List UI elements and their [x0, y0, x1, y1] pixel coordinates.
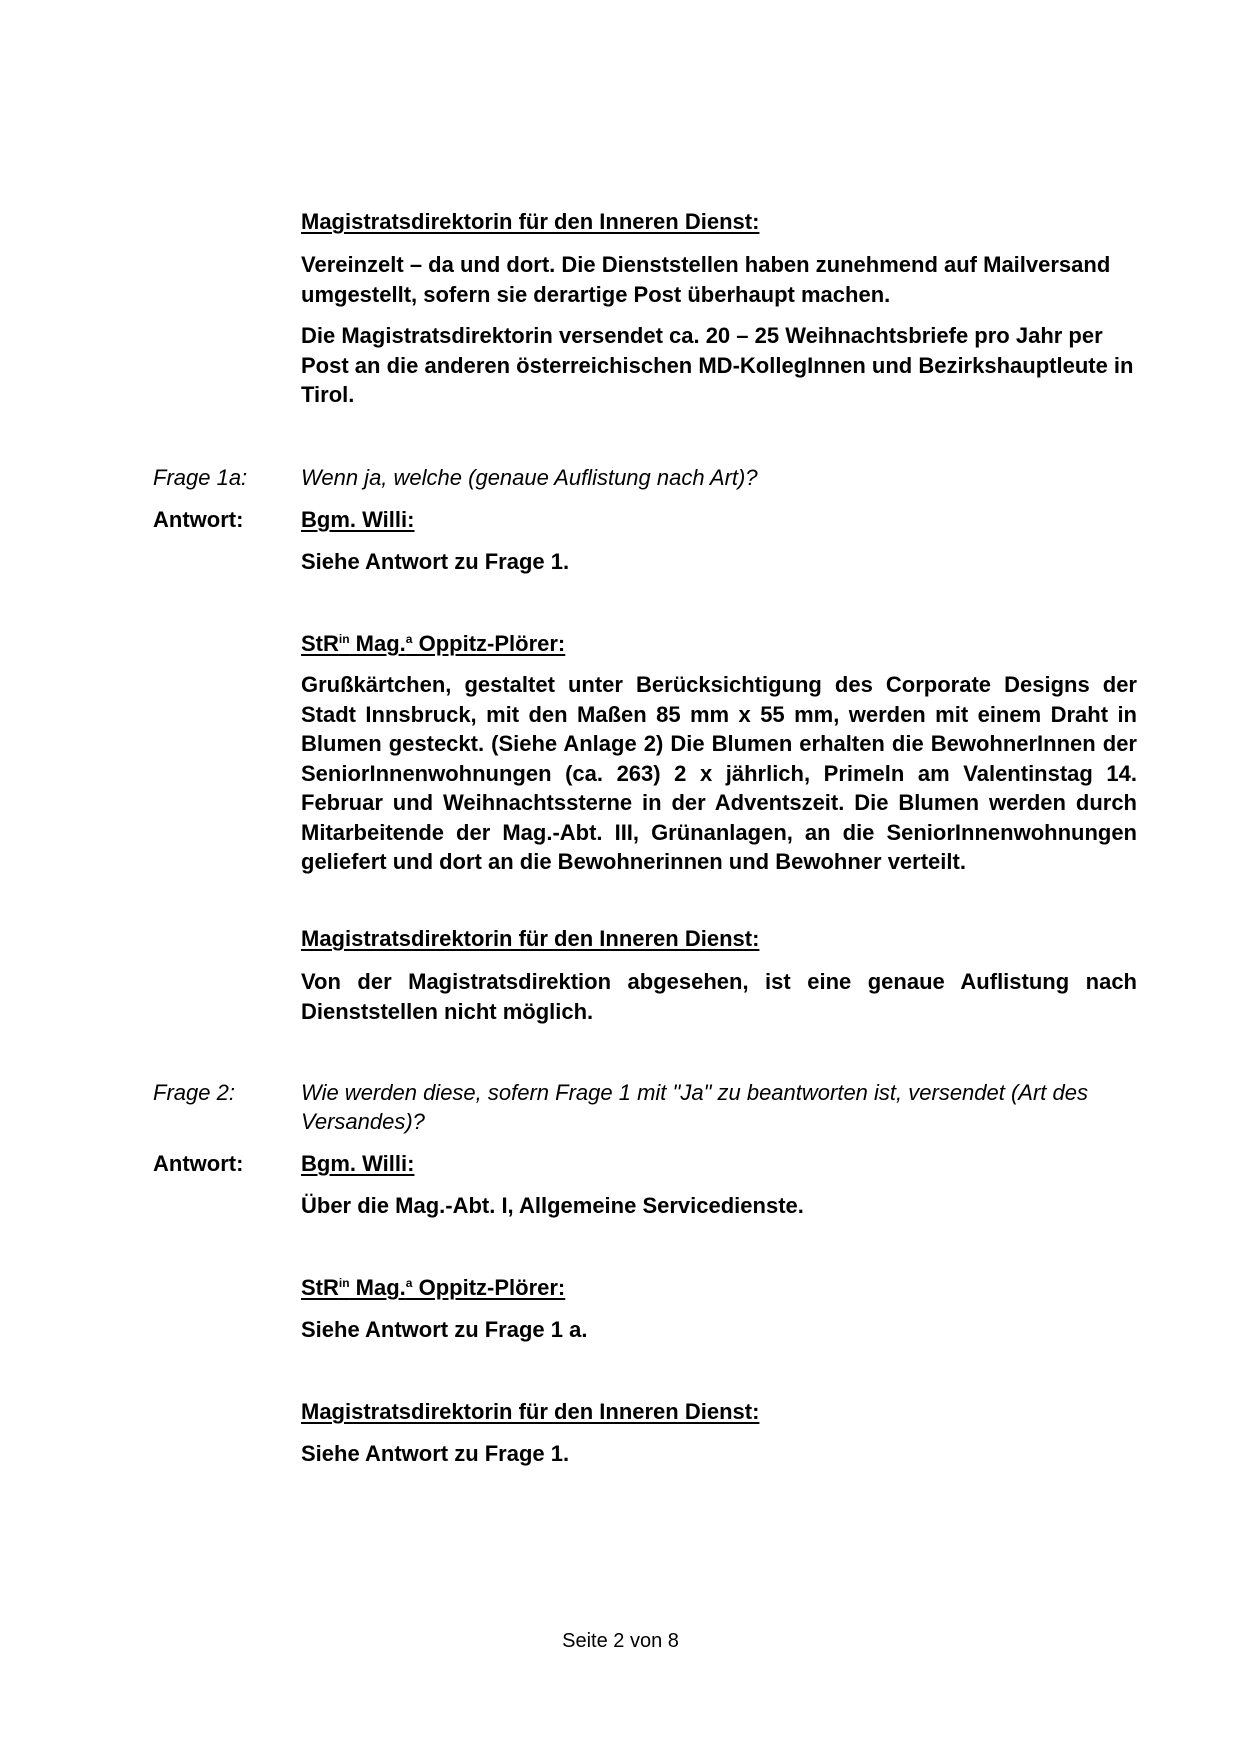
question-label-1a: Frage 1a: — [153, 465, 248, 490]
str-mag: Mag. — [349, 1275, 406, 1300]
str-sup-in: in — [338, 632, 350, 646]
str-sup-a: a — [405, 1276, 413, 1290]
page-number: Seite 2 von 8 — [562, 1630, 679, 1652]
str-text-1a: Grußkärtchen, gestaltet unter Berücksichtigung des Corporate Designs der Stadt Innsbruck, mit den Maßen 85 mm x 55 mm, werden mit einem Draht in Blumen gesteckt. (Siehe Anlage 2) Die Blumen erhalten die BewohnerInnen der SeniorInnenwohnungen (ca. 263) 2 x jährlich, Primeln am Valentinstag 14. Februar und Weihnachtssterne in der Adventszeit. Die Blumen werden durch Mitarbeitende der Mag.-Abt. III, Grünanlagen, an die SeniorInnenwohnungen geliefert und dort an die Bewohnerinnen und Bewohner verteilt. — [301, 672, 1137, 874]
str-prefix: StR — [301, 631, 339, 656]
md-text-2: Siehe Antwort zu Frage 1. — [301, 1441, 570, 1466]
md-heading-2: Magistratsdirektorin für den Inneren Dienst: — [301, 1399, 760, 1424]
bgm-text-2: Über die Mag.-Abt. I, Allgemeine Servicedienste. — [301, 1193, 804, 1218]
str-text-2: Siehe Antwort zu Frage 1 a. — [301, 1317, 588, 1342]
bgm-text-1a: Siehe Antwort zu Frage 1. — [301, 549, 570, 574]
str-heading-1a — [301, 629, 1137, 658]
str-sup-a: a — [405, 632, 413, 646]
md-paragraph-1: Vereinzelt – da und dort. Die Dienststellen haben zunehmend auf Mailversand umgestellt, sofern sie derartige Post überhaupt machen. — [301, 252, 1111, 307]
md-paragraph-2: Die Magistratsdirektorin versendet ca. 20 – 25 Weihnachtsbriefe pro Jahr per Post an die anderen österreichischen MD-KollegInnen und Bezirkshauptleute in Tirol. — [301, 323, 1134, 407]
question-text-1a: Wenn ja, welche (genaue Auflistung nach Art)? — [301, 465, 758, 490]
question-text-2: Wie werden diese, sofern Frage 1 mit "Ja" zu beantworten ist, versendet (Art des Versandes)? — [301, 1080, 1089, 1134]
str-sup-in: in — [338, 1276, 350, 1290]
question-label-2: Frage 2: — [153, 1080, 235, 1105]
str-prefix: StR — [301, 1275, 339, 1300]
str-heading-2 — [301, 1273, 1137, 1302]
md-heading-1a: Magistratsdirektorin für den Inneren Dienst: — [301, 926, 760, 951]
bgm-heading-1a: Bgm. Willi: — [301, 507, 415, 532]
str-mag: Mag. — [349, 631, 406, 656]
md-text-1a: Von der Magistratsdirektion abgesehen, ist eine genaue Auflistung nach Dienststellen nicht möglich. — [301, 969, 1137, 1024]
section-heading-md: Magistratsdirektorin für den Inneren Dienst: — [301, 209, 760, 234]
str-name: Oppitz-Plörer: — [412, 1275, 566, 1300]
str-name: Oppitz-Plörer: — [412, 631, 566, 656]
bgm-heading-2: Bgm. Willi: — [301, 1151, 415, 1176]
answer-label-1a: Antwort: — [153, 507, 244, 532]
answer-label-2: Antwort: — [153, 1151, 244, 1176]
